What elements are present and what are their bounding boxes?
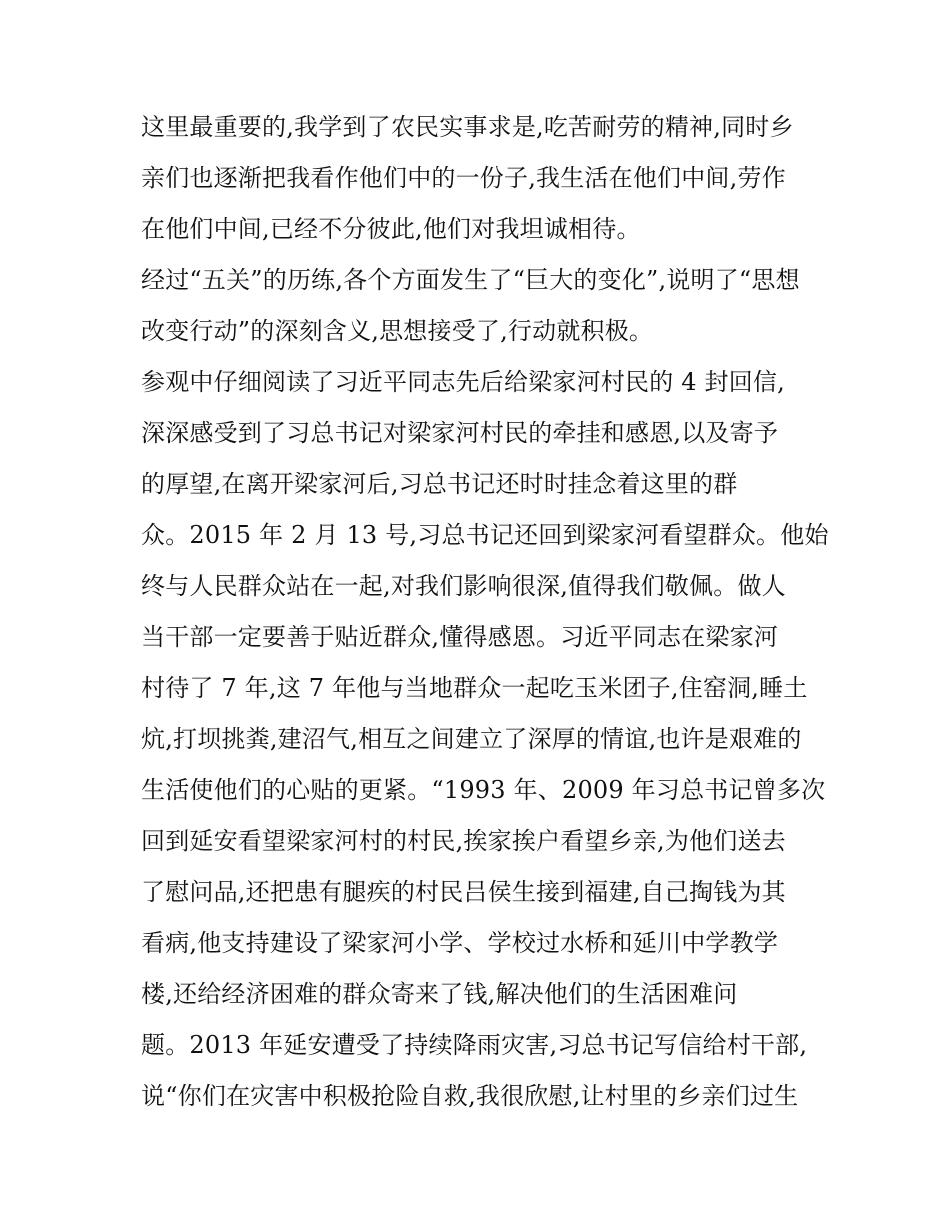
text-line: 生活使他们的心贴的更紧。“1993 年、2009 年习总书记曾多次: [141, 776, 826, 804]
text-line: 题。2013 年延安遭受了持续降雨灾害,习总书记写信给村干部,: [141, 1031, 808, 1059]
text-line: 亲们也逐渐把我看作他们中的一份子,我生活在他们中间,劳作: [141, 164, 786, 192]
text-line: 楼,还给经济困难的群众寄来了钱,解决他们的生活困难问: [141, 980, 738, 1008]
text-line: 众。2015 年 2 月 13 号,习总书记还回到梁家河看望群众。他始: [141, 521, 829, 549]
text-line: 这里最重要的,我学到了农民实事求是,吃苦耐劳的精神,同时乡: [141, 113, 794, 141]
text-line: 了慰问品,还把患有腿疾的村民吕侯生接到福建,自己掏钱为其: [141, 878, 786, 906]
text-line: 炕,打坝挑粪,建沼气,相互之间建立了深厚的情谊,也许是艰难的: [141, 725, 802, 753]
text-line: 村待了 7 年,这 7 年他与当地群众一起吃玉米团子,住窑洞,睡土: [141, 674, 808, 702]
text-line: 当干部一定要善于贴近群众,懂得感恩。习近平同志在梁家河: [141, 623, 779, 651]
text-line: 参观中仔细阅读了习近平同志先后给梁家河村民的 4 封回信,: [141, 368, 785, 396]
text-line: 看病,他支持建设了梁家河小学、学校过水桥和延川中学教学: [141, 929, 779, 957]
text-line: 在他们中间,已经不分彼此,他们对我坦诚相待。: [141, 215, 641, 243]
text-line: 的厚望,在离开梁家河后,习总书记还时时挂念着这里的群: [141, 470, 738, 498]
text-line: 改变行动”的深刻含义,思想接受了,行动就积极。: [141, 317, 654, 345]
text-line: 深深感受到了习总书记对梁家河村民的牵挂和感恩,以及寄予: [141, 419, 779, 447]
text-line: 终与人民群众站在一起,对我们影响很深,值得我们敬佩。做人: [141, 572, 786, 600]
body-text: [141, 102, 829, 1122]
text-line: 说“你们在灾害中积极抢险自救,我很欣慰,让村里的乡亲们过生: [141, 1082, 799, 1110]
text-line: 经过“五关”的历练,各个方面发生了“巨大的变化”,说明了“思想: [141, 266, 800, 294]
text-line: 回到延安看望梁家河村的村民,挨家挨户看望乡亲,为他们送去: [141, 827, 786, 855]
